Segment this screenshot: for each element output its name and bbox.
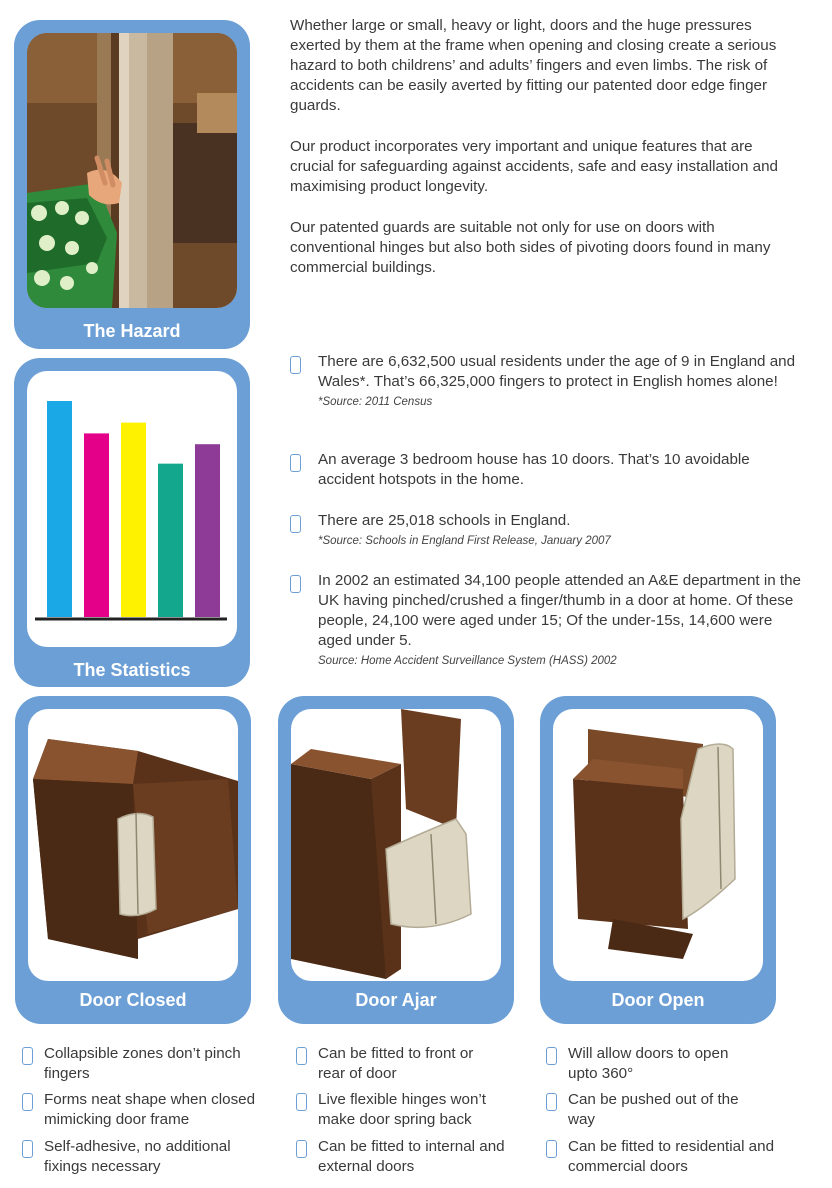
stat-text: In 2002 an estimated 34,100 people attended an A&E department in the UK having pinched/crushed a finger/thumb in a door at home. Of these people, 24,100 were aged under 15; Of the under-15s, 14,600 were aged under 5. — [318, 572, 801, 649]
feature-item — [546, 1137, 786, 1177]
checkbox-icon — [22, 1093, 33, 1111]
feature-text: Self-adhesive, no additional fixings necessary — [44, 1138, 231, 1175]
stat-item — [290, 352, 810, 410]
checkbox-icon — [290, 575, 301, 593]
feature-item — [546, 1090, 766, 1130]
door-ajar-label: Door Ajar — [355, 990, 437, 1010]
feature-text: Will allow doors to open upto 360° — [568, 1045, 729, 1082]
stat-text: There are 6,632,500 usual residents under the age of 9 in England and Wales*. That’s 66,325,000 fingers to protect in English homes alone! — [318, 353, 796, 390]
chart-bar-2 — [84, 433, 109, 617]
chart-bar-3 — [121, 423, 146, 617]
feature-item — [546, 1044, 746, 1084]
door-open-label: Door Open — [611, 990, 705, 1010]
feature-text: Can be pushed out of the way — [568, 1091, 739, 1128]
checkbox-icon — [296, 1047, 307, 1065]
checkbox-icon — [290, 454, 301, 472]
door-closed-photo — [28, 709, 238, 981]
feature-text: Can be fitted to front or rear of door — [318, 1045, 474, 1082]
hazard-photo — [27, 33, 237, 308]
hazard-card — [14, 20, 250, 349]
checkbox-icon — [546, 1140, 557, 1158]
stat-text: An average 3 bedroom house has 10 doors. That’s 10 avoidable accident hotspots in the home. — [318, 451, 750, 488]
checkbox-icon — [22, 1047, 33, 1065]
feature-text: Collapsible zones don’t pinch fingers — [44, 1045, 241, 1082]
stat-source: *Source: 2011 Census — [318, 396, 433, 408]
intro-paragraph-1: Whether large or small, heavy or light, doors and the huge pressures exerted by them at the frame when opening and closing create a serious hazard to both childrens’ and adults’ fingers and even limbs. The risk of accidents can be easily averted by fitting our patented door edge finger guards. — [290, 17, 777, 114]
stat-item — [290, 511, 810, 549]
feature-item — [22, 1090, 262, 1130]
checkbox-icon — [290, 515, 301, 533]
checkbox-icon — [546, 1093, 557, 1111]
door-open-photo — [553, 709, 763, 981]
stat-text: There are 25,018 schools in England. — [318, 512, 571, 529]
feature-item — [296, 1137, 516, 1177]
checkbox-icon — [22, 1140, 33, 1158]
checkbox-icon — [546, 1047, 557, 1065]
stat-item — [290, 571, 810, 669]
door-open-card — [540, 696, 776, 1024]
checkbox-icon — [290, 356, 301, 374]
checkbox-icon — [296, 1093, 307, 1111]
statistics-label: The Statistics — [73, 660, 191, 680]
statistics-bar-chart — [27, 371, 237, 647]
statistics-chart-panel — [27, 371, 237, 647]
feature-text: Forms neat shape when closed mimicking door frame — [44, 1091, 256, 1128]
feature-item — [22, 1137, 262, 1177]
chart-bar-4 — [158, 464, 183, 617]
chart-bar-1 — [47, 401, 72, 617]
stat-source: *Source: Schools in England First Release, January 2007 — [318, 535, 611, 547]
stat-source: Source: Home Accident Surveillance System (HASS) 2002 — [318, 655, 617, 667]
checkbox-icon — [296, 1140, 307, 1158]
door-ajar-card — [278, 696, 514, 1024]
feature-text: Can be fitted to residential and commercial doors — [568, 1138, 775, 1175]
feature-text: Can be fitted to internal and external doors — [318, 1138, 505, 1175]
door-closed-label: Door Closed — [79, 990, 187, 1010]
feature-text: Live flexible hinges won’t make door spring back — [318, 1091, 487, 1128]
statistics-card — [14, 358, 250, 687]
intro-paragraph-2: Our product incorporates very important and unique features that are crucial for safeguarding against accidents, safe and easy installation and maximising product longevity. — [290, 138, 778, 195]
hazard-label: The Hazard — [83, 321, 181, 341]
door-closed-card — [15, 696, 251, 1024]
intro-paragraph-3: Our patented guards are suitable not only for use on doors with conventional hinges but also both sides of pivoting doors found in many commercial buildings. — [290, 219, 771, 276]
door-ajar-photo — [291, 709, 501, 981]
feature-item — [296, 1044, 496, 1084]
feature-item — [22, 1044, 242, 1084]
chart-bar-5 — [195, 444, 220, 617]
feature-item — [296, 1090, 516, 1130]
stat-item — [290, 450, 810, 490]
